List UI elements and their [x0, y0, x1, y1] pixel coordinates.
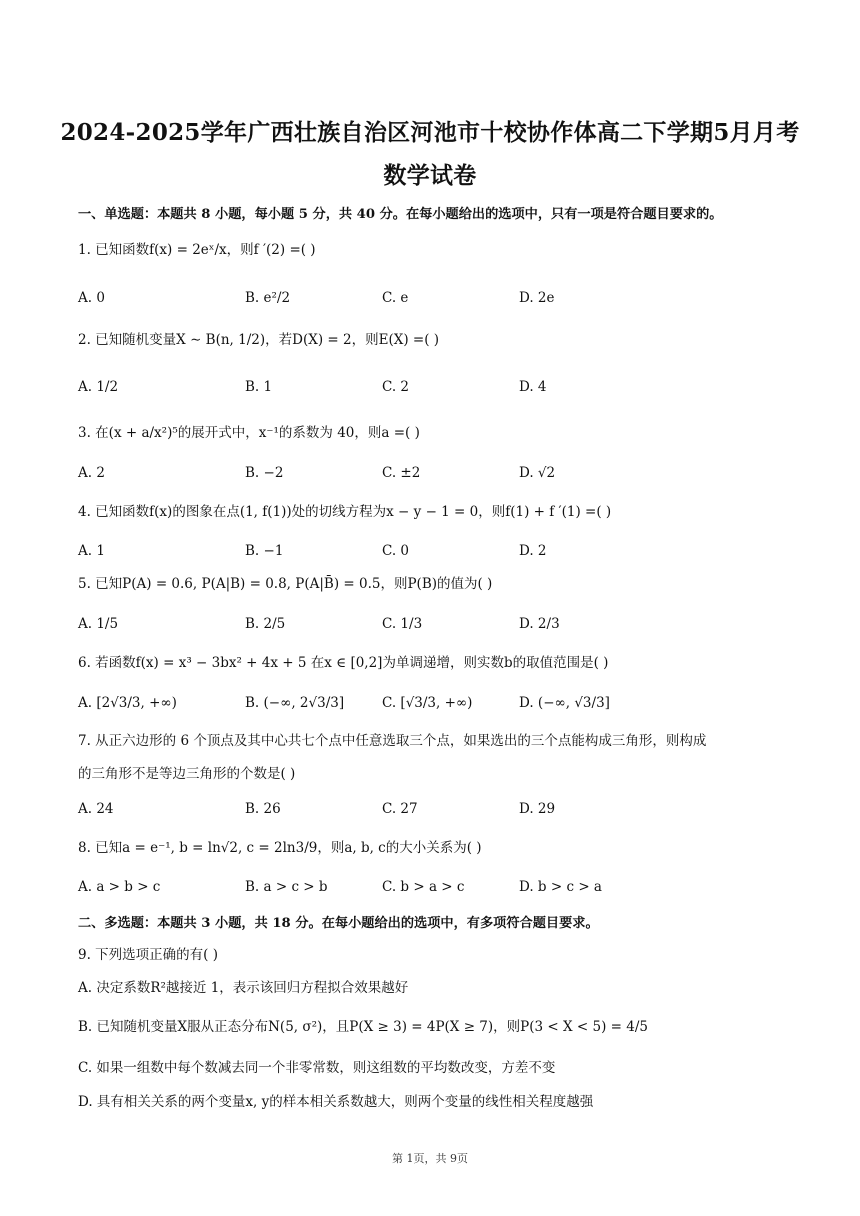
question-6: 6. 若函数f(x) = x³ − 3bx² + 4x + 5 在x ∈ [0,2]为单调递增，则实数b的取值范围是( ): [78, 655, 609, 671]
q8-option-b: B. a > c > b: [245, 879, 328, 895]
question-7-continued: 的三角形不是等边三角形的个数是( ): [78, 766, 296, 782]
section-heading-single-choice: 一、单选题：本题共 8 小题，每小题 5 分，共 40 分。在每小题给出的选项中，只有一项是符合题目要求的。: [78, 207, 723, 222]
q7-option-c: C. 27: [382, 801, 418, 817]
q2-option-d: D. 4: [519, 379, 547, 395]
q5-option-a: A. 1/5: [78, 616, 119, 632]
question-2: 2. 已知随机变量X ∼ B(n, 1/2)，若D(X) = 2，则E(X) =( ): [78, 332, 440, 348]
q4-option-c: C. 0: [382, 543, 410, 559]
q3-option-c: C. ±2: [382, 465, 421, 481]
q1-option-c: C. e: [382, 290, 409, 306]
q9-option-d: D. 具有相关关系的两个变量x, y的样本相关系数越大，则两个变量的线性相关程度越强: [78, 1094, 594, 1110]
question-4: 4. 已知函数f(x)的图象在点(1, f(1))处的切线方程为x − y − 1 = 0，则f(1) + f ′(1) =( ): [78, 504, 612, 520]
q2-option-c: C. 2: [382, 379, 410, 395]
question-3: 3. 在(x + a/x²)⁵的展开式中，x⁻¹的系数为 40，则a =( ): [78, 425, 420, 441]
q4-option-a: A. 1: [78, 543, 105, 559]
q1-option-d: D. 2e: [519, 290, 555, 306]
q9-option-a: A. 决定系数R²越接近 1，表示该回归方程拟合效果越好: [78, 980, 409, 996]
exam-title-line2: 数学试卷: [383, 162, 477, 189]
q2-option-b: B. 1: [245, 379, 273, 395]
q6-option-d: D. (−∞, √3/3]: [519, 695, 610, 711]
q1-option-a: A. 0: [78, 290, 105, 306]
q3-option-a: A. 2: [78, 465, 105, 481]
question-5: 5. 已知P(A) = 0.6, P(A|B) = 0.8, P(A|B̄) = 0.5，则P(B)的值为( ): [78, 576, 493, 592]
q6-option-c: C. [√3/3, +∞): [382, 695, 473, 711]
q9-option-b: B. 已知随机变量X服从正态分布N(5, σ²)，且P(X ≥ 3) = 4P(X ≥ 7)，则P(3 < X < 5) = 4/5: [78, 1019, 648, 1035]
q6-option-a: A. [2√3/3, +∞): [78, 695, 177, 711]
q3-option-d: D. √2: [519, 465, 556, 481]
question-1: 1. 已知函数f(x) = 2eˣ/x，则f ′(2) =( ): [78, 242, 316, 258]
q5-option-c: C. 1/3: [382, 616, 423, 632]
q8-option-c: C. b > a > c: [382, 879, 465, 895]
q7-option-a: A. 24: [78, 801, 114, 817]
q7-option-d: D. 29: [519, 801, 556, 817]
q5-option-d: D. 2/3: [519, 616, 560, 632]
section-heading-multiple-choice: 二、多选题：本题共 3 小题，共 18 分。在每小题给出的选项中，有多项符合题目要求。: [78, 916, 599, 931]
exam-title-line1: 2024-2025学年广西壮族自治区河池市十校协作体高二下学期5月月考: [60, 119, 800, 146]
q4-option-b: B. −1: [245, 543, 284, 559]
question-9: 9. 下列选项正确的有( ): [78, 947, 218, 963]
q6-option-b: B. (−∞, 2√3/3]: [245, 695, 345, 711]
question-8: 8. 已知a = e⁻¹, b = ln√2, c = 2ln3/9，则a, b, c的大小关系为( ): [78, 840, 482, 856]
q8-option-d: D. b > c > a: [519, 879, 602, 895]
q4-option-d: D. 2: [519, 543, 547, 559]
q9-option-c: C. 如果一组数中每个数减去同一个非零常数，则这组数的平均数改变，方差不变: [78, 1060, 556, 1076]
q1-option-b: B. e²/2: [245, 290, 291, 306]
page-footer: 第 1页，共 9页: [392, 1152, 468, 1165]
q3-option-b: B. −2: [245, 465, 284, 481]
q7-option-b: B. 26: [245, 801, 281, 817]
question-7: 7. 从正六边形的 6 个顶点及其中心共七个点中任意选取三个点，如果选出的三个点能构成三角形，则构成: [78, 733, 707, 749]
q2-option-a: A. 1/2: [78, 379, 119, 395]
q8-option-a: A. a > b > c: [78, 879, 161, 895]
q5-option-b: B. 2/5: [245, 616, 286, 632]
